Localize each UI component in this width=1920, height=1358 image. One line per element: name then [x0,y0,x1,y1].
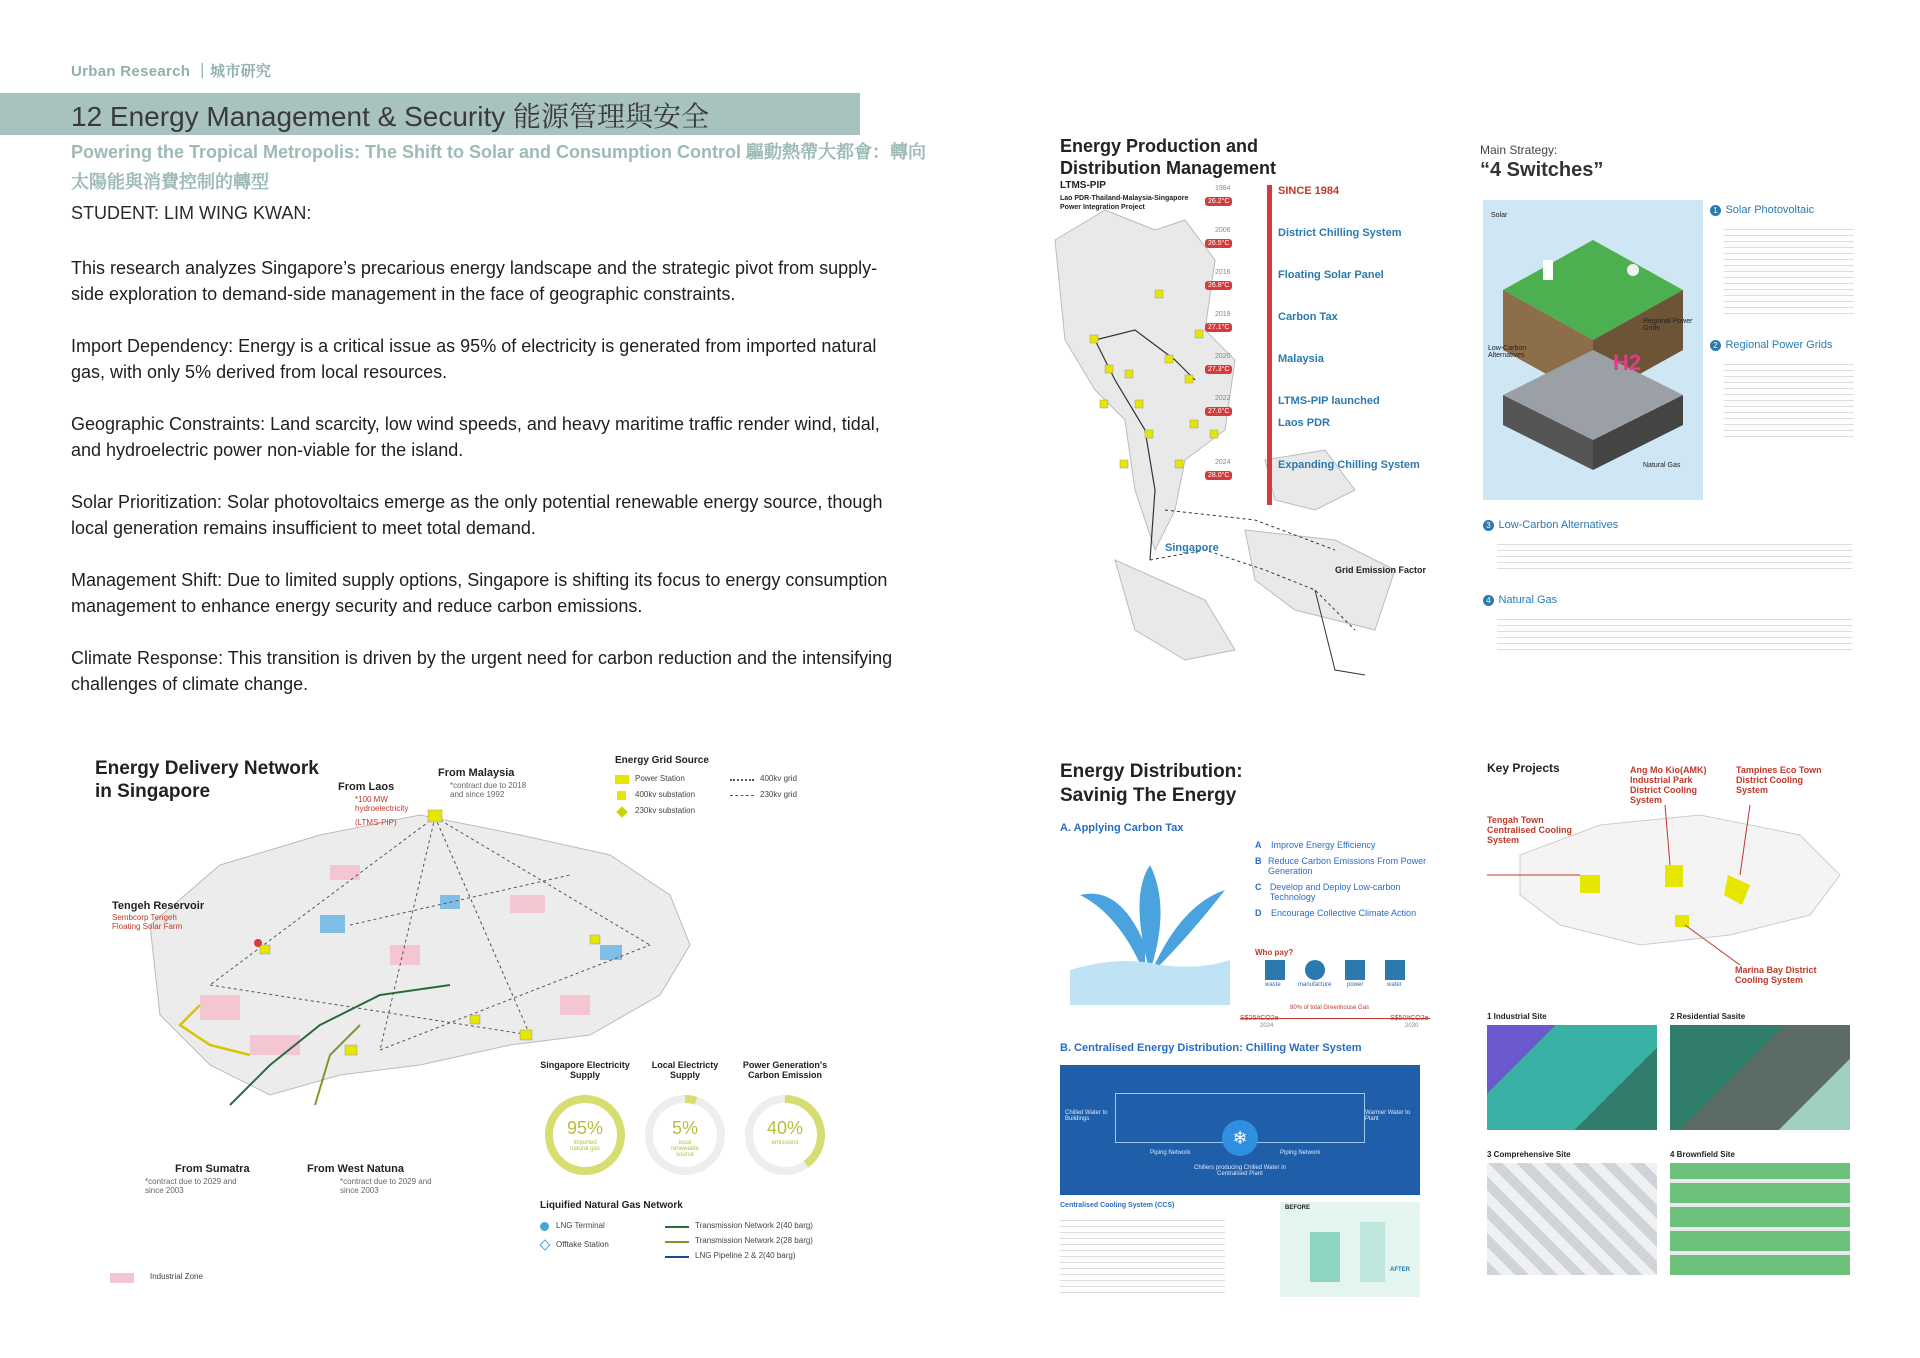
legend-label: 400kv substation [635,790,696,799]
ring-note: imported natural gas [570,1140,600,1152]
ltms-label: (LTMS-PIP) [355,818,397,827]
line-swatch [665,1256,689,1258]
body-text [71,255,901,723]
text-lines [1724,359,1854,439]
substation-swatch [617,791,626,800]
timeline-year: 2019 [1215,311,1231,318]
goal-key: A [1255,840,1262,850]
building-icon [1310,1232,1340,1282]
tax-goals [1255,840,1435,924]
timeline-entry [1208,227,1455,269]
goal-key: C [1255,882,1262,892]
from-sumatra: From Sumatra [175,1163,250,1175]
strategy-item-title: Natural Gas [1498,594,1558,606]
strategy-title: “4 Switches” [1480,159,1604,181]
project-4: Tampines Eco Town District Cooling System [1736,765,1822,795]
singapore-label: Singapore [1165,542,1219,554]
illus-label-lowcarbon: Low-Carbon Alternatives [1488,345,1527,359]
tengeh-note: Sembcorp Tengeh Floating Solar Farm [112,913,183,931]
water-icon [1385,960,1405,980]
substation-swatch [616,806,627,817]
project-1: Tengah Town Centralised Cooling System [1487,815,1573,845]
legend-label: 230kv grid [760,790,797,799]
timeline-temp: 27.3°C [1205,365,1232,374]
legend-label: Offtake Station [556,1240,609,1249]
power-station-swatch [615,775,629,784]
line-swatch [665,1226,689,1228]
from-sumatra-note: *contract due to 2029 and since 2003 [145,1177,237,1195]
before-label: BEFORE [1285,1205,1311,1211]
offtake-swatch [539,1239,550,1250]
timeline-entry [1208,353,1455,395]
strategy-num: 4 [1483,595,1494,606]
section-a-title: A. Applying Carbon Tax [1060,822,1184,834]
strategy-item [1710,335,1858,439]
timeline-temp: 28.0°C [1205,471,1232,480]
timeline-temp: 27.6°C [1205,407,1232,416]
legend-label: Transmission Network 2(28 barg) [695,1236,813,1245]
production-sub: LTMS-PIP [1060,180,1106,191]
tax-high: S$50/tCO2e [1390,1015,1429,1022]
distribution-panel [1060,760,1440,1305]
illus-label-solar: Solar [1491,212,1508,219]
student-name: STUDENT: LIM WING KWAN: [71,203,312,223]
industrial-zone-swatch [110,1273,134,1283]
legend-label: LNG Pipeline 2 & 2(40 barg) [695,1251,796,1260]
timeline-entry [1208,269,1455,311]
timeline-title: LTMS-PIP launched [1278,395,1380,407]
supply-rings [540,1060,840,1180]
paragraph-solar: Solar Prioritization: Solar photovoltaics emerge as the only potential renewable energy source, though local generation remains insufficient to meet total demand. [71,492,883,538]
project-3: Marina Bay District Cooling System [1735,965,1817,985]
paragraph-import: Import Dependency: Energy is a critical issue as 95% of electricity is generated from imported natural gas, with only 5% derived from local resources. [71,336,877,382]
site-2-label: 2 Residential Sasite [1670,1012,1746,1021]
payer-label: waste [1265,982,1281,988]
timeline-entry [1270,417,1455,459]
strategy-num: 1 [1710,205,1721,216]
timeline-title: Expanding Chilling System [1278,459,1420,471]
text-lines [1497,539,1852,569]
legend-label: 230kv substation [635,806,696,815]
year-high: 2030 [1405,1023,1419,1029]
from-laos-note: *100 MW hydroelectricity [355,795,409,813]
from-natuna: From West Natuna [307,1163,404,1175]
timeline-temp: 27.1°C [1205,323,1232,332]
production-panel [1035,130,1455,700]
strategy-item [1483,515,1853,569]
key-projects-panel [1480,755,1860,1305]
strategy-item [1483,590,1853,650]
chill-bottom: Chillers producing Chilled Water in Centralised Plant [1194,1165,1286,1177]
illus-label-gas: Natural Gas [1643,462,1681,469]
delivery-title-2: in Singapore [95,781,211,802]
delivery-panel [90,745,860,1305]
timeline-title: Laos PDR [1278,417,1330,429]
timeline-year: 1984 [1215,185,1231,192]
timeline-entry [1208,395,1455,417]
ring-value: 95% [566,1118,604,1138]
tengeh-label: Tengeh Reservoir [112,900,205,912]
site-3-image [1487,1163,1657,1275]
strategy-item-title: Low-Carbon Alternatives [1498,519,1619,531]
timeline-temp: 26.2°C [1205,197,1232,206]
building-icon [1360,1222,1385,1282]
payer-label: power [1347,982,1364,988]
industrial-zone-label: Industrial Zone [150,1272,203,1281]
ghg-note: 80% of total Greenhouse Gas [1290,1005,1370,1011]
key-projects-title: Key Projects [1487,761,1560,775]
timeline-year: 2006 [1215,227,1231,234]
goal-text: Develop and Deploy Low-carbon Technology [1269,882,1401,902]
paragraph-climate: Climate Response: This transition is driven by the urgent need for carbon reduction and the intensifying challenges of climate change. [71,648,893,694]
after-label: AFTER [1390,1267,1410,1273]
chilling-diagram [1060,1065,1420,1195]
strategy-num: 3 [1483,520,1494,531]
timeline-title: Malaysia [1278,353,1324,365]
site-4-image [1670,1163,1850,1275]
strategy-illustration [1483,200,1703,500]
ccs-illustration [1280,1202,1420,1297]
plant-hand-illustration [1060,855,1235,1005]
timeline-year: 2022 [1215,395,1231,402]
project-2: Ang Mo Kio(AMK) Industrial Park District Cooling System [1630,765,1707,805]
section-b-title: B. Centralised Energy Distribution: Chilling Water System [1060,1042,1362,1054]
timeline-year: 2020 [1215,353,1231,360]
legend-label: LNG Terminal [556,1221,605,1230]
timeline-title: SINCE 1984 [1278,185,1340,197]
timeline-title: Floating Solar Panel [1278,269,1384,281]
goal-key: D [1255,908,1262,918]
strategy-item-title: Regional Power Grids [1725,339,1833,351]
payers [1265,960,1425,1005]
section-kicker: Urban Research ｜城市研究 [71,63,272,80]
grid-legend [615,773,835,821]
strategy-item [1710,200,1858,314]
paragraph-geography: Geographic Constraints: Land scarcity, low wind speeds, and heavy maritime traffic render wind, tidal, and hydroelectric power non-viable for the island. [71,414,880,460]
chiller-icon: ❄ [1222,1120,1258,1156]
grid-source-title: Energy Grid Source [615,755,709,766]
from-natuna-note: *contract due to 2029 and since 2003 [340,1177,432,1195]
payer-label: manufacture [1298,982,1332,988]
site-1-image [1487,1025,1657,1130]
line-swatch [730,795,754,796]
timeline-title: Carbon Tax [1278,311,1338,323]
text-lines [1724,224,1854,314]
timeline-temp: 26.8°C [1205,281,1232,290]
ring-note: local renewable source [671,1140,699,1158]
strategy-kicker: Main Strategy: [1480,143,1558,157]
site-2-image [1670,1025,1850,1130]
paragraph-intro: This research analyzes Singapore’s precarious energy landscape and the strategic pivot from supply-side exploration to demand-side management in the face of geographic constraints. [71,258,878,304]
production-title: Energy Production and Distribution Management [1060,136,1277,178]
illus-label-grids: Regional Power Grids [1643,318,1693,332]
page-subtitle: Powering the Tropical Metropolis: The Shift to Solar and Consumption Control 驅動熱帶大都會：轉向太陽能與消費控制的轉型 [71,142,926,192]
who-pay: Who pay? [1255,948,1294,957]
timeline-entry [1208,311,1455,353]
paragraph-management: Management Shift: Due to limited supply options, Singapore is shifting its focus to energy consumption management to enhance energy security and reduce carbon emissions. [71,570,888,616]
from-malaysia-note: *contract due to 2018 and since 1992 [450,781,527,799]
timeline-title: District Chilling System [1278,227,1402,239]
grid-emission-label: Grid Emission Factor [1335,565,1427,575]
lng-legend [540,1220,840,1280]
ring-value: 40% [766,1118,804,1138]
timeline-entry [1208,459,1455,501]
lng-title: Liquified Natural Gas Network [540,1200,683,1211]
ring-note: emissions [771,1140,799,1146]
text-lines [1497,614,1852,650]
lng-terminal-swatch [540,1222,549,1231]
goal-text: Improve Energy Efficiency [1271,840,1376,850]
line-swatch [665,1241,689,1243]
page-title: 12 Energy Management & Security 能源管理與安全 [71,101,710,132]
legend-label: 400kv grid [760,774,797,783]
strategy-item-title: Solar Photovoltaic [1725,204,1815,216]
strategy-panel [1478,135,1858,695]
chill-left: Chilled Water to Buildings [1065,1110,1108,1122]
from-malaysia: From Malaysia [438,767,515,779]
distribution-title-2: Savinig The Energy [1060,785,1237,806]
distribution-title-1: Energy Distribution: [1060,761,1243,782]
from-laos: From Laos [338,781,395,793]
piping-label: Piping Network [1280,1150,1321,1156]
ring-title: Power Generation's Carbon Emission [742,1060,828,1080]
strategy-num: 2 [1710,340,1721,351]
timeline-temp: 26.5°C [1205,239,1232,248]
site-3-label: 3 Comprehensive Site [1487,1150,1571,1159]
manufacture-icon [1305,960,1325,980]
timeline-year: 2016 [1215,269,1231,276]
timeline-entry [1208,185,1455,227]
production-project: Lao PDR-Thailand-Malaysia-Singapore Power Integration Project [1060,195,1189,211]
ring-value: 5% [671,1118,698,1138]
ring-title: Local Electricty Supply [651,1060,719,1080]
goal-text: Reduce Carbon Emissions From Power Generation [1268,856,1427,876]
waste-icon [1265,960,1285,980]
delivery-title-1: Energy Delivery Network [95,758,319,779]
tax-low: S$25/tCO2e [1240,1015,1279,1022]
goal-text: Encourage Collective Climate Action [1271,908,1417,918]
ccs-title: Centralised Cooling System (CCS) [1060,1202,1175,1209]
chill-right: Warmer Water to Plant [1365,1110,1411,1122]
site-1-label: 1 Industrial Site [1487,1012,1547,1021]
year-low: 2024 [1260,1023,1274,1029]
payer-label: water [1387,982,1402,988]
legend-label: Transmission Network 2(40 barg) [695,1221,813,1230]
timeline [1208,185,1455,501]
line-swatch [730,779,754,781]
timeline-year: 2024 [1215,459,1231,466]
power-icon [1345,960,1365,980]
ring-title: Singapore Electricity Supply [540,1060,630,1080]
piping-label: Piping Network [1150,1150,1191,1156]
ccs-text-lines [1060,1215,1225,1295]
illus-label-h2: H2 [1613,350,1642,375]
goal-key: B [1255,856,1262,866]
legend-label: Power Station [635,774,685,783]
site-4-label: 4 Brownfield Site [1670,1150,1735,1159]
